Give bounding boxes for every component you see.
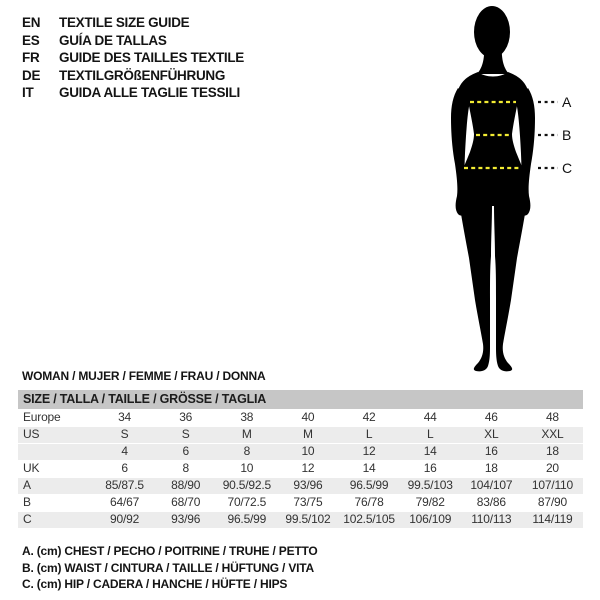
language-code: EN bbox=[22, 15, 41, 31]
table-cell: 90/92 bbox=[110, 512, 140, 526]
table-row bbox=[18, 443, 583, 460]
table-cell: 90.5/92.5 bbox=[222, 478, 271, 492]
table-cell: L bbox=[365, 427, 373, 441]
table-cell: 88/90 bbox=[171, 478, 201, 492]
language-title: GUIDE DES TAILLES TEXTILE bbox=[59, 50, 245, 66]
table-cell: 40 bbox=[301, 410, 315, 424]
table-cell: 34 bbox=[118, 410, 132, 424]
row-label: A bbox=[23, 478, 31, 492]
language-list bbox=[22, 14, 244, 102]
table-cell: 18 bbox=[484, 461, 498, 475]
table-cell: 8 bbox=[243, 444, 251, 458]
marker-label-b: B bbox=[562, 127, 572, 143]
legend-line-b: B. (cm) WAIST / CINTURA / TAILLE / HÜFTUNG / VITA bbox=[22, 560, 314, 575]
table-cell: 38 bbox=[240, 410, 254, 424]
table-cell: 36 bbox=[179, 410, 193, 424]
table-cell: 102.5/105 bbox=[343, 512, 395, 526]
row-label: C bbox=[23, 512, 32, 526]
table-group-title: WOMAN / MUJER / FEMME / FRAU / DONNA bbox=[22, 369, 266, 383]
table-cell: 16 bbox=[423, 461, 437, 475]
language-title: TEXTILE SIZE GUIDE bbox=[59, 15, 190, 31]
table-cell: 10 bbox=[240, 461, 254, 475]
size-table-header: SIZE / TALLA / TAILLE / GRÖSSE / TAGLIA bbox=[18, 390, 583, 409]
language-code: ES bbox=[22, 32, 40, 48]
table-cell: 114/119 bbox=[532, 512, 573, 526]
table-cell: 110/113 bbox=[471, 512, 512, 526]
table-cell: 79/82 bbox=[415, 495, 445, 509]
table-cell: 6 bbox=[182, 444, 189, 458]
table-cell: 42 bbox=[362, 410, 376, 424]
table-cell: 14 bbox=[423, 444, 437, 458]
language-code: FR bbox=[22, 50, 40, 66]
language-title: GUÍA DE TALLAS bbox=[59, 32, 167, 48]
language-code: IT bbox=[22, 85, 34, 101]
table-row bbox=[18, 477, 583, 494]
table-cell: S bbox=[120, 427, 129, 441]
table-row bbox=[18, 460, 583, 477]
table-cell: 8 bbox=[182, 461, 189, 475]
table-cell: 44 bbox=[423, 410, 437, 424]
table-cell: 99.5/103 bbox=[407, 478, 453, 492]
table-cell: 93/96 bbox=[293, 478, 323, 492]
table-cell: XXL bbox=[541, 427, 564, 441]
legend-line-c: C. (cm) HIP / CADERA / HANCHE / HÜFTE / HIPS bbox=[22, 577, 288, 591]
row-label: B bbox=[23, 495, 31, 509]
table-cell: 18 bbox=[545, 444, 559, 458]
table-row bbox=[18, 511, 583, 528]
table-cell: 76/78 bbox=[354, 495, 384, 509]
table-cell: 4 bbox=[121, 444, 128, 458]
table-row bbox=[18, 494, 583, 511]
table-cell: 85/87.5 bbox=[105, 478, 144, 492]
body-shape bbox=[458, 72, 528, 371]
table-cell: 96.5/99 bbox=[227, 512, 267, 526]
table-cell: XL bbox=[484, 427, 499, 441]
table-cell: 10 bbox=[301, 444, 315, 458]
table-cell: 12 bbox=[301, 461, 315, 475]
language-row-it bbox=[22, 84, 244, 102]
table-cell: 16 bbox=[484, 444, 498, 458]
table-cell: 12 bbox=[362, 444, 376, 458]
table-cell: 6 bbox=[121, 461, 128, 475]
table-cell: 99.5/102 bbox=[285, 512, 331, 526]
language-row-de bbox=[22, 67, 244, 85]
table-cell: 46 bbox=[484, 410, 498, 424]
language-row-en bbox=[22, 14, 244, 32]
legend-line-a: A. (cm) CHEST / PECHO / POITRINE / TRUHE / PETTO bbox=[22, 544, 318, 558]
marker-label-a: A bbox=[562, 94, 572, 110]
table-cell: 73/75 bbox=[293, 495, 323, 509]
table-cell: 93/96 bbox=[171, 512, 201, 526]
woman-silhouette-figure bbox=[420, 0, 600, 380]
table-cell: 48 bbox=[545, 410, 559, 424]
table-row bbox=[18, 409, 583, 426]
measurement-legend bbox=[22, 543, 318, 593]
size-table bbox=[18, 390, 583, 528]
table-cell: 64/67 bbox=[110, 495, 140, 509]
language-title: GUIDA ALLE TAGLIE TESSILI bbox=[59, 85, 240, 101]
table-cell: 68/70 bbox=[171, 495, 201, 509]
table-cell: 83/86 bbox=[476, 495, 506, 509]
row-label bbox=[18, 443, 94, 460]
size-table-body bbox=[18, 409, 583, 528]
marker-label-c: C bbox=[562, 160, 573, 176]
table-cell: M bbox=[241, 427, 252, 441]
row-label: US bbox=[23, 427, 40, 441]
table-cell: 14 bbox=[362, 461, 376, 475]
figure-wrap bbox=[420, 0, 600, 380]
table-cell: 107/110 bbox=[531, 478, 573, 492]
row-label: Europe bbox=[23, 410, 61, 424]
table-cell: 96.5/99 bbox=[349, 478, 389, 492]
table-cell: 20 bbox=[545, 461, 559, 475]
table-cell: L bbox=[426, 427, 434, 441]
language-row-es bbox=[22, 32, 244, 50]
language-code: DE bbox=[22, 67, 41, 83]
table-cell: 104/107 bbox=[470, 478, 513, 492]
table-cell: 106/109 bbox=[409, 512, 452, 526]
table-cell: S bbox=[181, 427, 190, 441]
table-cell: 87/90 bbox=[537, 495, 567, 509]
language-row-fr bbox=[22, 49, 244, 67]
table-cell: M bbox=[303, 427, 313, 441]
row-label: UK bbox=[23, 461, 40, 475]
table-cell: 70/72.5 bbox=[227, 495, 267, 509]
language-title: TEXTILGRÖßENFÜHRUNG bbox=[59, 67, 226, 83]
table-row bbox=[18, 426, 583, 443]
